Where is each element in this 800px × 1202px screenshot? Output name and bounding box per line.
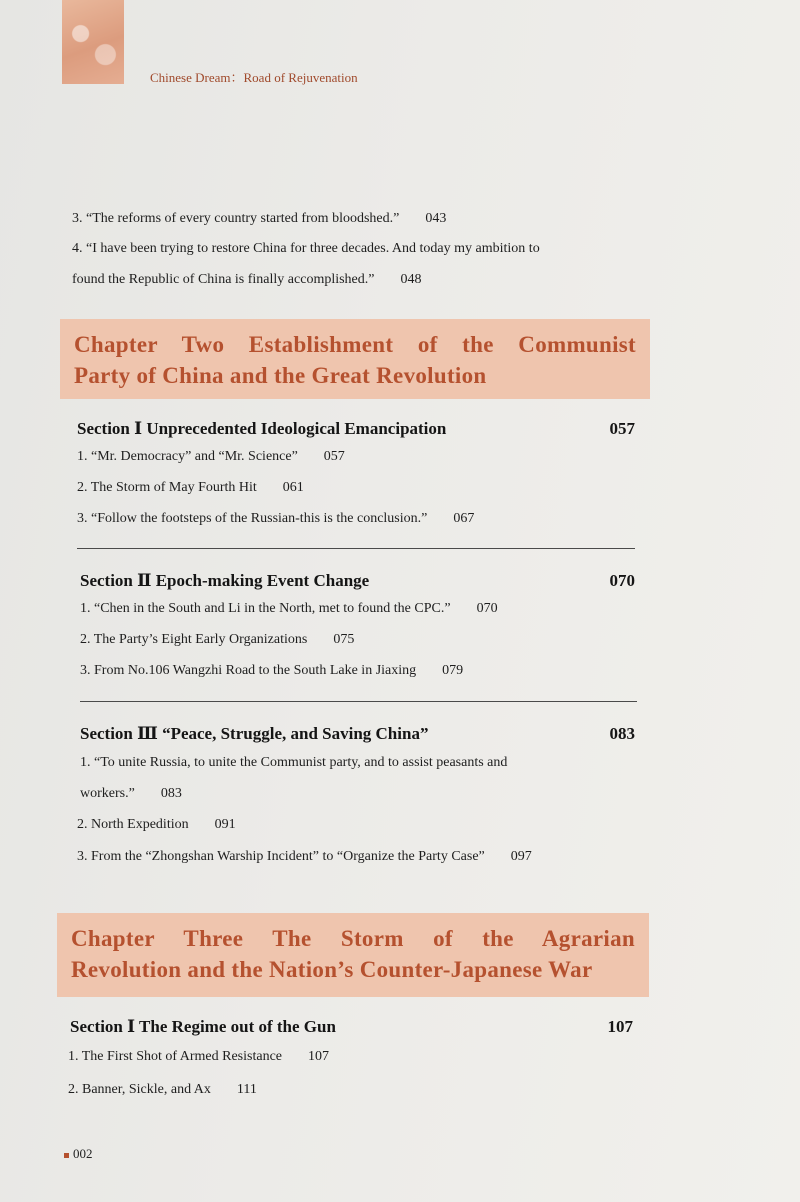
section-heading: Section Ⅰ Unprecedented Ideological Emancipation 057 [77,419,635,438]
corner-ornament [62,0,124,84]
running-title: Chinese Dream：Road of Rejuvenation [150,70,358,85]
page-number: 002 [64,1146,93,1162]
toc-item: 2. The Storm of May Fourth Hit 061 [77,480,304,495]
chapter-title-line: Chapter Two Establishment of the Communist [74,332,636,357]
toc-item: 2. The Party’s Eight Early Organizations 075 [80,632,355,647]
toc-item: 1. “Mr. Democracy” and “Mr. Science” 057 [77,449,345,464]
toc-item: found the Republic of China is finally accomplished.” 048 [72,272,422,287]
toc-item: 4. “I have been trying to restore China for three decades. And today my ambition to [72,241,540,256]
chapter-title-line: Revolution and the Nation’s Counter-Japanese War [71,957,593,982]
toc-item: 1. The First Shot of Armed Resistance 107 [68,1049,329,1064]
chapter-two-banner [60,319,650,399]
chapter-three-banner [57,913,649,997]
toc-item: 1. “Chen in the South and Li in the North, met to found the CPC.” 070 [80,601,498,616]
section-heading: Section Ⅲ “Peace, Struggle, and Saving China” 083 [80,724,635,743]
toc-item: 3. “The reforms of every country started from bloodshed.” 043 [72,211,447,226]
chapter-title-line: Party of China and the Great Revolution [74,363,487,388]
toc-item: 1. “To unite Russia, to unite the Communist party, and to assist peasants and [80,755,508,770]
section-heading: Section Ⅰ The Regime out of the Gun 107 [70,1017,633,1036]
toc-item: workers.” 083 [80,786,182,801]
section-divider [80,701,637,702]
chapter-title-line: Chapter Three The Storm of the Agrarian [71,926,635,951]
toc-item: 2. North Expedition 091 [77,817,236,832]
section-heading: Section Ⅱ Epoch-making Event Change 070 [80,571,635,590]
square-bullet-icon [64,1153,69,1158]
toc-item: 3. From No.106 Wangzhi Road to the South Lake in Jiaxing 079 [80,663,464,678]
toc-item: 3. “Follow the footsteps of the Russian-this is the conclusion.” 067 [77,511,475,526]
section-divider [77,548,635,549]
toc-item: 3. From the “Zhongshan Warship Incident” to “Organize the Party Case” 097 [77,849,532,864]
toc-item: 2. Banner, Sickle, and Ax 111 [68,1082,257,1097]
